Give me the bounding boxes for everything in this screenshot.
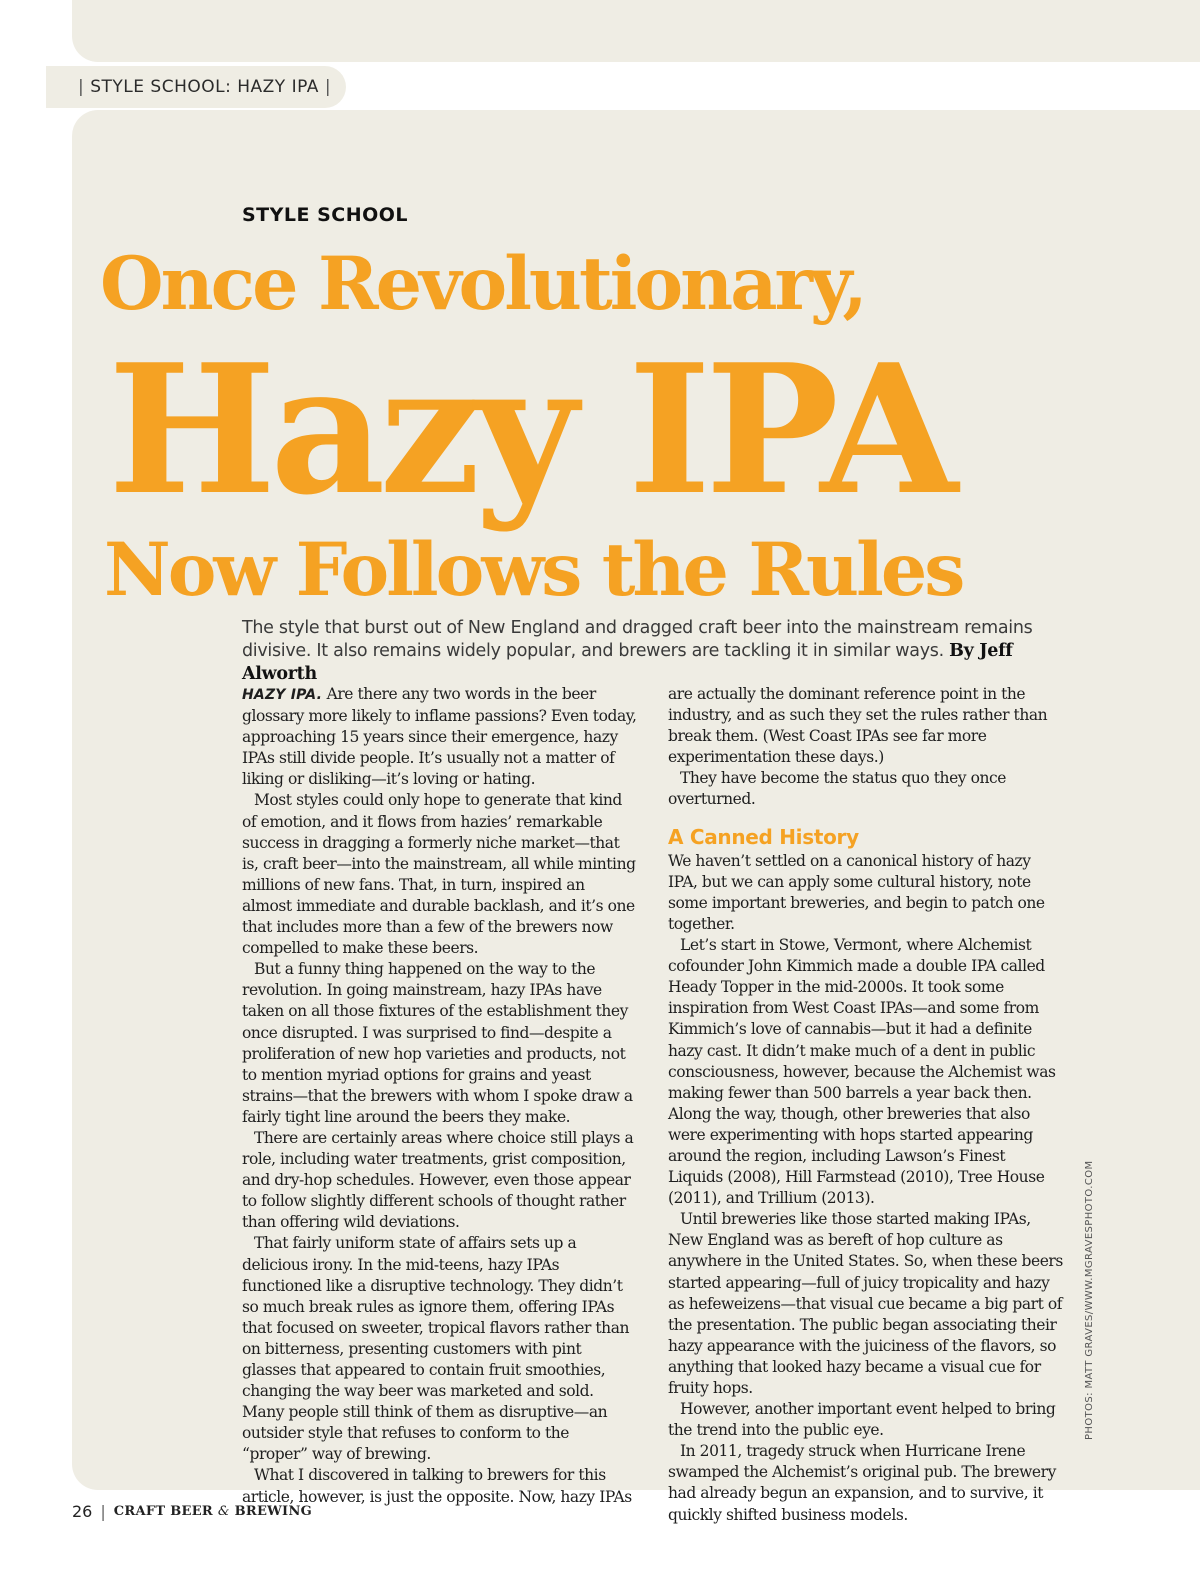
tab-bar-right: | xyxy=(324,77,332,97)
magazine-name-part1: CRAFT BEER xyxy=(113,1504,214,1519)
footer xyxy=(72,1502,312,1521)
paragraph: Until breweries like those started making IPAs, New England was as bereft of hop culture as anywhere in the United States. So, when these beers started appearing—full of juicy tropicality and hazy as hefeweizens—that visual cue became a big part of the presentation. The public began associating their hazy appearance with the juiciness of the flavors, so anything that looked hazy became a visual cue for fruity hops. xyxy=(668,1210,1063,1397)
paragraph: Let’s start in Stowe, Vermont, where Alchemist cofounder John Kimmich made a double IPA called Heady Topper in the mid-2000s. It took some inspiration from West Coast IPAs—and some from Kimmich’s love of cannabis—but it had a definite hazy cast. It didn’t make much of a dent in public consciousness, however, because the Alchemist was making fewer than 500 barrels a year back then. Along the way, though, other breweries that also were experimenting with hops started appearing around the region, including Lawson’s Finest Liquids (2008), Hill Farmstead (2010), Tree House (2011), and Trillium (2013). xyxy=(668,936,1056,1208)
paragraph: However, another important event helped to bring the trend into the public eye. xyxy=(668,1400,1056,1440)
paragraph xyxy=(242,684,637,790)
left-column xyxy=(242,684,637,1508)
paragraph: We haven’t settled on a canonical history of hazy IPA, but we can apply some cultural history, note some important breweries, and begin to patch one together. xyxy=(668,851,1045,933)
paragraph-text: Are there any two words in the beer glossary more likely to inflame passions? Even today, approaching 15 years since their emergence, hazy IPAs still divide people. It’s usually not a matter of liking or disliking—it’s loving or hating. xyxy=(242,685,637,789)
subhead: A Canned History xyxy=(668,824,859,849)
lead-in: HAZY IPA. xyxy=(242,687,323,703)
paragraph: They have become the status quo they once overturned. xyxy=(668,769,1006,809)
byline: By Jeff Alworth xyxy=(242,641,1013,684)
dek xyxy=(242,617,1072,686)
kicker: STYLE SCHOOL xyxy=(242,204,409,226)
paragraph: What I discovered in talking to brewers for this article, however, is just the opposite. Now, hazy IPAs xyxy=(242,1466,632,1506)
headline-line-3: Now Follows the Rules xyxy=(104,527,963,613)
paragraph: There are certainly areas where choice still plays a role, including water treatments, grist composition, and dry-hop schedules. However, even those appear to follow slightly different schools of thought rather than offering wild deviations. xyxy=(242,1128,634,1232)
headline-line-2: Hazy IPA xyxy=(108,325,953,534)
footer-pipe: | xyxy=(100,1502,106,1521)
section-tab-label: STYLE SCHOOL: HAZY IPA xyxy=(90,77,319,97)
paragraph: But a funny thing happened on the way to the revolution. In going mainstream, hazy IPAs have taken on all those fixtures of the establishment they once disrupted. I was surprised to find—despite a proliferation of new hop varieties and products, not to mention myriad options for grains and yeast strains—that the brewers with whom I spoke draw a fairly tight line around the beers they make. xyxy=(242,960,633,1126)
right-column xyxy=(668,684,1064,1526)
headline-line-1: Once Revolutionary, xyxy=(100,241,865,327)
magazine-ampersand: & xyxy=(217,1504,230,1519)
dek-text: The style that burst out of New England and dragged craft beer into the mainstream remains divisive. It also remains widely popular, and brewers are tackling it in similar ways. xyxy=(242,618,1033,661)
magazine-name xyxy=(114,1504,312,1519)
paragraph: In 2011, tragedy struck when Hurricane Irene swamped the Alchemist’s original pub. The brewery had already begun an expansion, and to survive, it quickly shifted business models. xyxy=(668,1442,1056,1524)
photo-credit: PHOTOS: MATT GRAVES/WWW.MGRAVESPHOTO.COM xyxy=(1084,1160,1095,1440)
paragraph: Most styles could only hope to generate that kind of emotion, and it flows from hazies’ remarkable success in dragging a formerly niche market—that is, craft beer—into the mainstream, all while minting millions of new fans. That, in turn, inspired an almost immediate and durable backlash, and it’s one that includes more than a few of the brewers now compelled to make these beers. xyxy=(242,791,636,958)
paragraph: That fairly uniform state of affairs sets up a delicious irony. In the mid-teens, hazy IPAs functioned like a disruptive technology. They didn’t so much break rules as ignore them, offering IPAs that focused on sweeter, tropical flavors rather than on bitterness, presenting customers with pint glasses that appeared to contain fruit smoothies, changing the way beer was marketed and sold. Many people still think of them as disruptive—an outsider style that refuses to conform to the “proper” way of brewing. xyxy=(242,1234,630,1464)
top-panel xyxy=(72,0,1200,62)
paragraph: are actually the dominant reference point in the industry, and as such they set the rules rather than break them. (West Coast IPAs see far more experimentation these days.) xyxy=(668,685,1048,767)
page-number: 26 xyxy=(72,1502,93,1521)
magazine-name-part2: BREWING xyxy=(234,1504,313,1519)
section-tab xyxy=(46,66,346,108)
tab-bar-left: | xyxy=(78,77,85,97)
